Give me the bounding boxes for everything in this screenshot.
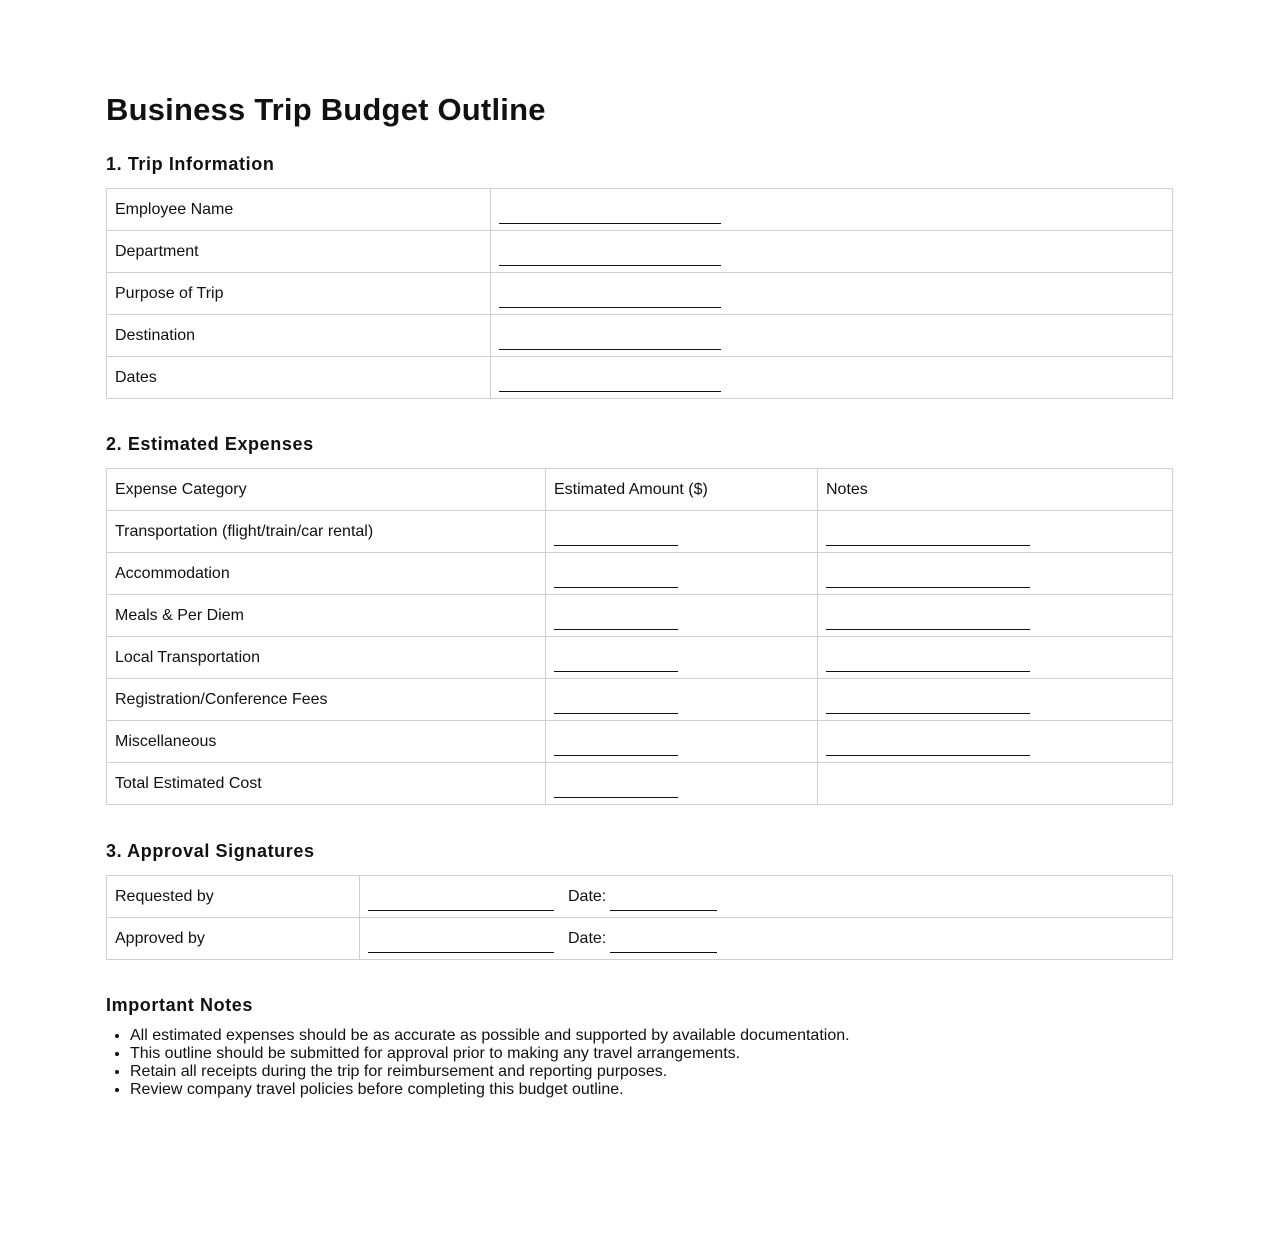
blank-line [554, 738, 678, 756]
signature-label: Approved by [107, 918, 360, 960]
trip-info-label: Purpose of Trip [107, 273, 491, 315]
blank-line [826, 738, 1030, 756]
page-title: Business Trip Budget Outline [106, 92, 546, 127]
notes-heading: Important Notes [106, 995, 254, 1015]
table-row [107, 357, 1173, 399]
requested-signature-field[interactable] [368, 893, 554, 911]
requested-date-field[interactable] [610, 893, 717, 911]
expense-category: Total Estimated Cost [107, 763, 546, 805]
signature-cell [360, 876, 1173, 918]
purpose-field[interactable] [491, 273, 1173, 315]
expense-category: Registration/Conference Fees [107, 679, 546, 721]
table-row [107, 679, 1173, 721]
amount-field[interactable] [546, 553, 818, 595]
column-header: Expense Category [107, 469, 546, 511]
blank-line [554, 528, 678, 546]
table-row [107, 721, 1173, 763]
amount-field[interactable] [546, 679, 818, 721]
amount-field[interactable] [546, 637, 818, 679]
list-item: • Retain all receipts during the trip for reimbursement and reporting purposes. [130, 1063, 1172, 1081]
signatures-heading: 3. Approval Signatures [106, 841, 315, 861]
department-field[interactable] [491, 231, 1173, 273]
blank-line [826, 696, 1030, 714]
expense-category: Meals & Per Diem [107, 595, 546, 637]
trip-info-label: Destination [107, 315, 491, 357]
amount-field[interactable] [546, 595, 818, 637]
document-page [106, 90, 1172, 1099]
trip-info-label: Dates [107, 357, 491, 399]
amount-field[interactable] [546, 511, 818, 553]
notes-field[interactable] [818, 553, 1173, 595]
column-header: Notes [818, 469, 1173, 511]
expense-category: Local Transportation [107, 637, 546, 679]
table-header-row [107, 469, 1173, 511]
destination-field[interactable] [491, 315, 1173, 357]
total-amount-field[interactable] [546, 763, 818, 805]
blank-line [554, 780, 678, 798]
trip-info-label: Employee Name [107, 189, 491, 231]
blank-line [499, 332, 721, 350]
blank-line [826, 654, 1030, 672]
table-row [107, 189, 1173, 231]
blank-line [826, 612, 1030, 630]
notes-field[interactable] [818, 637, 1173, 679]
table-row [107, 315, 1173, 357]
list-item: • This outline should be submitted for approval prior to making any travel arrangements. [130, 1045, 1172, 1063]
date-label: Date: [568, 929, 607, 947]
trip-info-label: Department [107, 231, 491, 273]
blank-line [554, 654, 678, 672]
table-row [107, 231, 1173, 273]
signature-label: Requested by [107, 876, 360, 918]
trip-info-heading: 1. Trip Information [106, 154, 275, 174]
approved-date-field[interactable] [610, 935, 717, 953]
trip-info-table [106, 188, 1173, 399]
table-row [107, 511, 1173, 553]
expense-category: Miscellaneous [107, 721, 546, 763]
notes-field[interactable] [818, 595, 1173, 637]
blank-line [826, 528, 1030, 546]
table-row [107, 918, 1173, 960]
blank-line [554, 570, 678, 588]
expenses-table [106, 468, 1173, 805]
column-header: Estimated Amount ($) [546, 469, 818, 511]
signature-cell [360, 918, 1173, 960]
notes-field[interactable] [818, 679, 1173, 721]
notes-field[interactable] [818, 721, 1173, 763]
notes-list [106, 1027, 1172, 1099]
blank-line [554, 696, 678, 714]
table-row [107, 595, 1173, 637]
signatures-table [106, 875, 1173, 960]
expenses-heading: 2. Estimated Expenses [106, 434, 314, 454]
blank-line [499, 206, 721, 224]
approved-signature-field[interactable] [368, 935, 554, 953]
blank-line [499, 248, 721, 266]
blank-line [554, 612, 678, 630]
blank-line [826, 570, 1030, 588]
expense-category: Transportation (flight/train/car rental) [107, 511, 546, 553]
notes-field[interactable] [818, 511, 1173, 553]
table-row [107, 553, 1173, 595]
dates-field[interactable] [491, 357, 1173, 399]
empty-cell [818, 763, 1173, 805]
table-row [107, 763, 1173, 805]
table-row [107, 876, 1173, 918]
list-item: • All estimated expenses should be as accurate as possible and supported by available documentation. [130, 1027, 1172, 1045]
expense-category: Accommodation [107, 553, 546, 595]
date-label: Date: [568, 887, 607, 905]
list-item: • Review company travel policies before completing this budget outline. [130, 1081, 1172, 1099]
employee-name-field[interactable] [491, 189, 1173, 231]
table-row [107, 273, 1173, 315]
blank-line [499, 374, 721, 392]
amount-field[interactable] [546, 721, 818, 763]
table-row [107, 637, 1173, 679]
blank-line [499, 290, 721, 308]
